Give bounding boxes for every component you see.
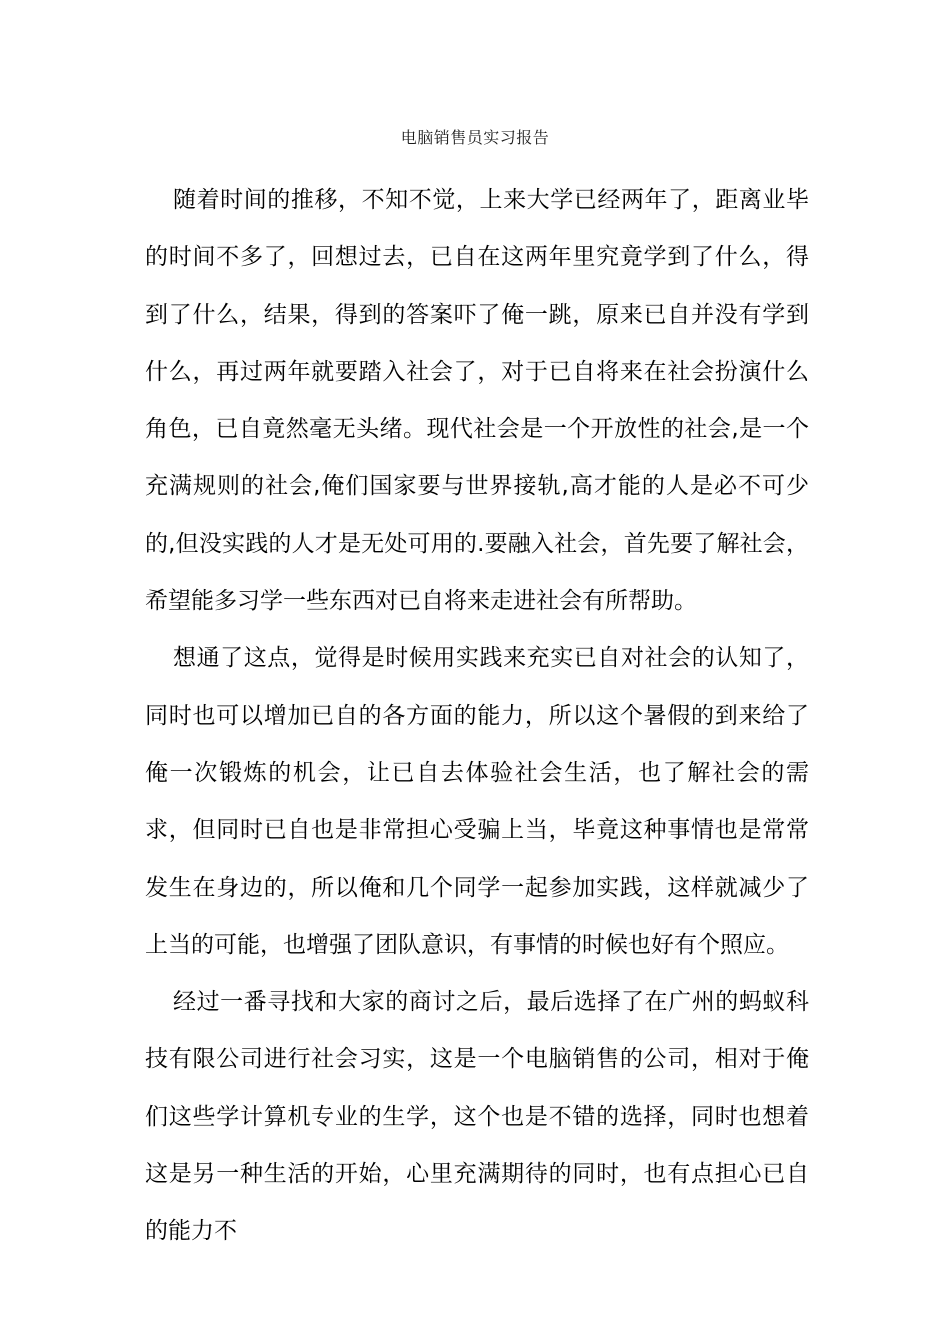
document-title: 电脑销售员实习报告	[400, 128, 550, 147]
paragraph-3: 经过一番寻找和大家的商讨之后，最后选择了在广州的蚂蚁科技有限公司进行社会习实，这是一个电脑销售的公司，相对于俺们这些学计算机专业的生学，这个也是不错的选择，同时也想着这是另一种生活的开始，心里充满期待的同时，也有点担心已自的能力不	[145, 989, 809, 1245]
paragraph-1: 随着时间的推移，不知不觉，上来大学已经两年了，距离业毕的时间不多了，回想过去，已自在这两年里究竟学到了什么，得到了什么，结果，得到的答案吓了俺一跳，原来已自并没有学到什么，再过两年就要踏入社会了，对于已自将来在社会扮演什么角色，已自竟然毫无头绪。现代社会是一个开放性的社会,是一个充满规则的社会,俺们国家要与世界接轨,高才能的人是必不可少的,但没实践的人才是无处可用的.要融入社会，首先要了解社会，希望能多习学一些东西对已自将来走进社会有所帮助。	[145, 187, 809, 615]
paragraph-2: 想通了这点，觉得是时候用实践来充实已自对社会的认知了，同时也可以增加已自的各方面的能力，所以这个暑假的到来给了俺一次锻炼的机会，让已自去体验社会生活，也了解社会的需求，但同时已自也是非常担心受骗上当，毕竟这种事情也是常常发生在身边的，所以俺和几个同学一起参加实践，这样就减少了上当的可能，也增强了团队意识，有事情的时候也好有个照应。	[145, 645, 809, 958]
document-body	[145, 172, 809, 1261]
